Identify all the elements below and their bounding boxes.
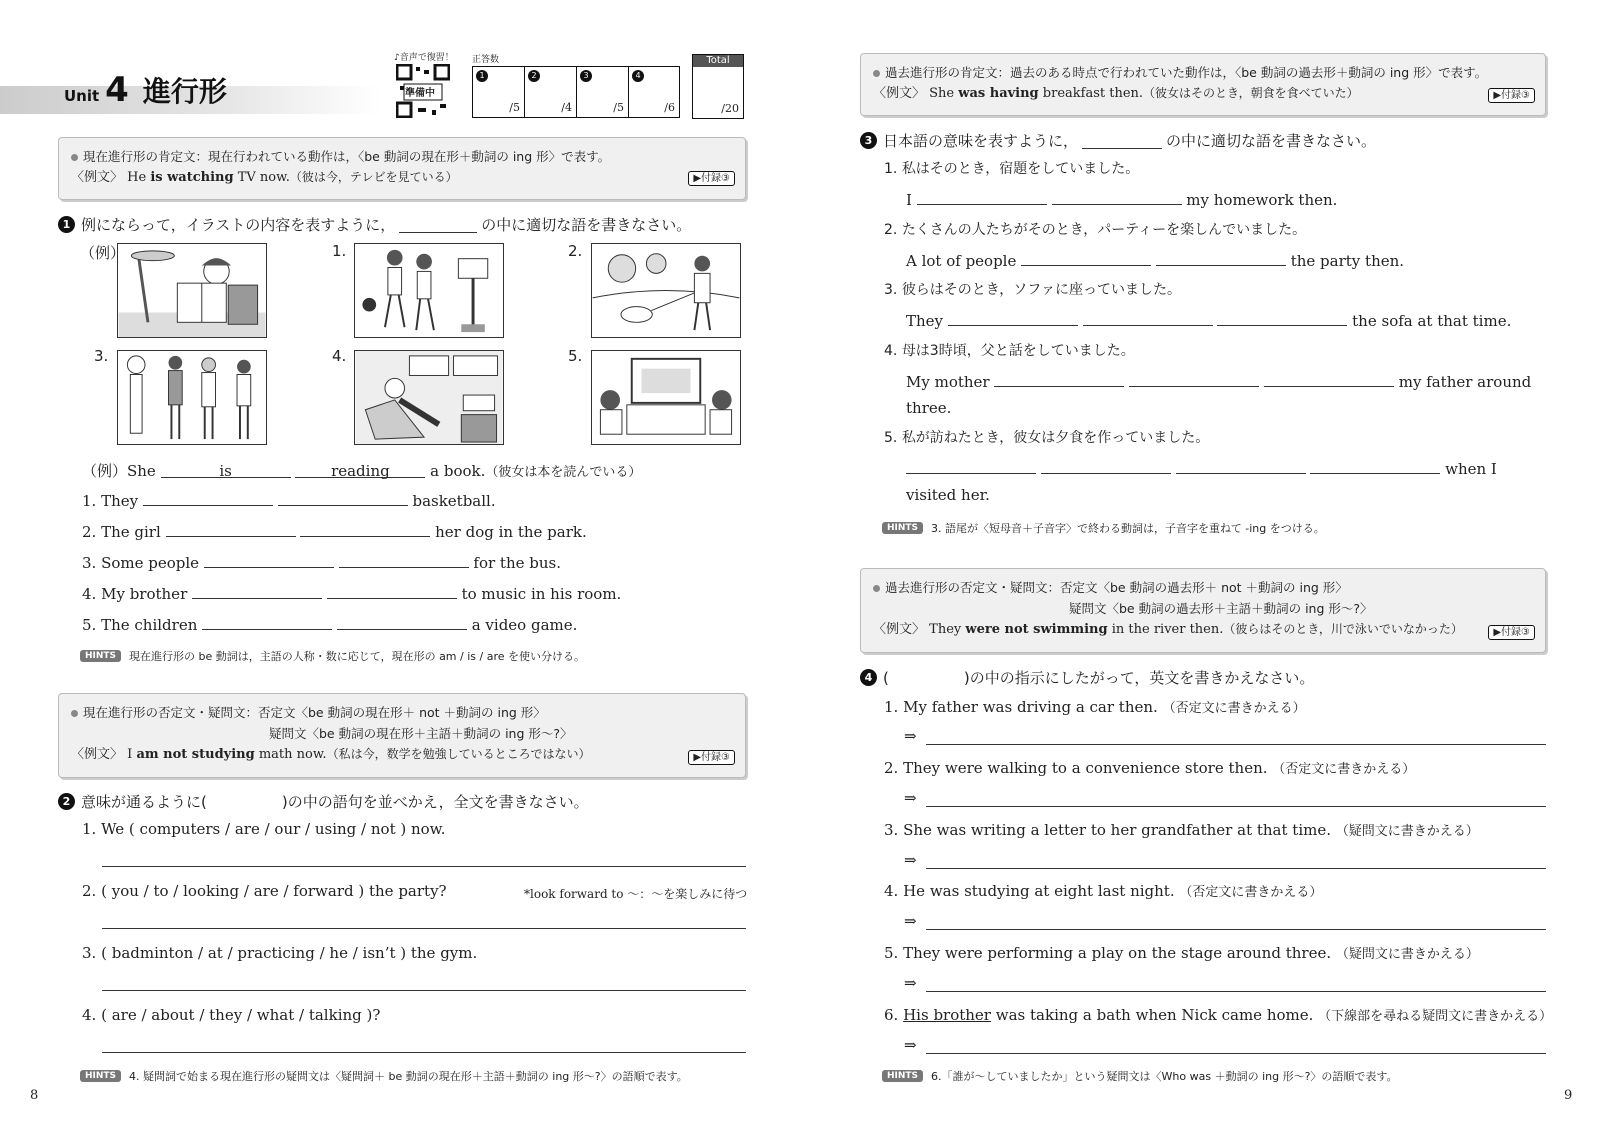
item-jp: 彼らはそのとき，ソファに座っていました。	[901, 282, 1181, 298]
score-den: /6	[664, 101, 675, 114]
unit-heading: 進行形	[142, 75, 227, 108]
question-number: 2	[58, 793, 75, 810]
example-label: 〈例文〉	[873, 622, 926, 637]
item-text: ( are / about / they / what / talking )?	[101, 1006, 381, 1024]
illustration-basketball	[354, 243, 504, 338]
grammar-box-present-progressive	[58, 137, 746, 200]
item-number: 4.	[884, 343, 898, 359]
answer-blank[interactable]	[1176, 458, 1306, 474]
item-number: 6.	[884, 1006, 899, 1024]
q3-item-jp	[884, 279, 1181, 299]
q3-item	[906, 250, 1404, 270]
q4-item	[884, 1005, 1552, 1024]
hint-tag: HINTS	[80, 650, 121, 662]
item-number: 3.	[884, 821, 899, 839]
question-text: の中に適切な語を書きなさい。	[1166, 132, 1377, 150]
example-translation: （彼女は本を読んでいる）	[485, 465, 642, 480]
hint-text: 3. 語尾が〈短母音＋子音字〉で終わる動詞は，子音字を重ねて -ing をつける。	[931, 522, 1325, 535]
item-text: The girl	[101, 523, 161, 541]
item-text: Some people	[101, 554, 200, 572]
answer-line[interactable]	[102, 990, 746, 991]
example-bold: is watching	[150, 170, 234, 185]
appendix-link[interactable]: ▶付録③	[688, 750, 735, 765]
item-text: My father was driving a car then.	[903, 698, 1158, 716]
score-den: /5	[509, 101, 520, 114]
example-bold: was having	[958, 86, 1039, 101]
item-text: My mother	[906, 373, 990, 391]
example-bold: am not studying	[136, 747, 255, 762]
item-text: ( badminton / at / practicing / he / isn’t ) the gym.	[101, 944, 478, 962]
q1-item	[82, 490, 496, 510]
example-label: 〈例文〉	[71, 747, 124, 762]
answer-blank[interactable]	[192, 583, 322, 599]
illustration-girl-walking-dog	[591, 243, 741, 338]
grammar-rule: 現在進行形の否定文・疑問文：否定文〈be 動詞の現在形＋ not ＋動詞の ing 形〉	[83, 705, 546, 720]
appendix-link[interactable]: ▶付録③	[688, 171, 735, 186]
illustration-label: （例）	[80, 244, 126, 262]
q3-item	[906, 371, 1531, 391]
grammar-rule: 過去進行形の肯定文：過去のある時点で行われていた動作は，〈be 動詞の過去形＋動詞の ing 形〉で表す。	[885, 65, 1488, 80]
answer-blank[interactable]	[1310, 458, 1440, 474]
item-number: 1.	[884, 698, 899, 716]
item-number: 4.	[884, 882, 899, 900]
answer-blank[interactable]	[1041, 458, 1171, 474]
item-text: She was writing a letter to her grandfather at that time.	[903, 821, 1331, 839]
question-number: 4	[860, 669, 877, 686]
item-text: They were performing a play on the stage around three.	[903, 944, 1332, 962]
q1-item	[82, 583, 621, 603]
q3-item	[906, 189, 1337, 209]
page-number: 9	[1564, 1088, 1573, 1103]
score-den: /4	[561, 101, 572, 114]
item-text: my homework then.	[1186, 191, 1338, 209]
grammar-rule: 疑問文〈be 動詞の現在形＋主語＋動詞の ing 形～?〉	[269, 726, 573, 741]
example-bold: were not swimming	[965, 622, 1108, 637]
footnote: *look forward to ～：～を楽しみに待つ	[524, 887, 748, 901]
answer-blank[interactable]	[1052, 189, 1182, 205]
question-text: 意味が通るように( )の中の語句を並べかえ，全文を書きなさい。	[81, 793, 589, 811]
item-number: 3.	[82, 554, 97, 572]
example-subject: （例）She	[82, 462, 156, 480]
item-number: 3.	[884, 282, 898, 298]
item-number: 1.	[884, 161, 898, 177]
total-den: /20	[721, 102, 739, 115]
score-num: 1	[476, 70, 488, 82]
q4-item	[884, 820, 1479, 839]
item-text: They were walking to a convenience store then.	[903, 759, 1268, 777]
item-instruction: （下線部を尋ねる疑問文に書きかえる）	[1318, 1009, 1553, 1024]
question-text: 例にならって，イラストの内容を表すように，	[81, 216, 396, 234]
answer-line[interactable]	[926, 868, 1546, 869]
question-text: ( )の中の指示にしたがって，英文を書きかえなさい。	[883, 669, 1315, 687]
q3-item	[906, 458, 1497, 478]
illustration-label: 1.	[332, 242, 347, 260]
unit-title	[64, 70, 227, 110]
question-4-heading	[860, 667, 1314, 688]
item-number: 2.	[82, 882, 97, 900]
score-num: 4	[632, 70, 644, 82]
grammar-rule: 疑問文〈be 動詞の過去形＋主語＋動詞の ing 形～?〉	[1069, 601, 1373, 616]
hint-text: 4. 疑問詞で始まる現在進行形の疑問文は〈疑問詞＋ be 動詞の現在形＋主語＋動詞の ing 形～?〉の語順で表す。	[129, 1070, 688, 1083]
item-text: I	[906, 191, 912, 209]
item-number: 1.	[82, 820, 97, 838]
example-translation: （彼らはそのとき，川で泳いでいなかった）	[1223, 622, 1463, 636]
item-text: my father around	[1398, 373, 1532, 391]
underlined-text: His brother	[903, 1006, 991, 1024]
item-text: for the bus.	[473, 554, 561, 572]
illustration-girl-reading	[117, 243, 267, 338]
q1-example	[82, 460, 641, 481]
score-label: 正答数	[472, 55, 500, 65]
example-text: in the river then.	[1111, 622, 1224, 637]
item-text: The children	[101, 616, 198, 634]
q4-hint	[882, 1068, 1398, 1084]
illustration-label: 2.	[568, 242, 583, 260]
arrow-icon: ⇒	[904, 974, 917, 992]
question-3-heading	[860, 130, 1376, 151]
arrow-icon: ⇒	[904, 789, 917, 807]
item-instruction: （否定文に書きかえる）	[1272, 762, 1416, 777]
q3-item-jp	[884, 427, 1209, 447]
item-jp: 私が訪ねたとき，彼女は夕食を作っていました。	[901, 430, 1210, 446]
example-label: 〈例文〉	[873, 86, 926, 101]
answer-blank[interactable]	[337, 614, 467, 630]
item-text: They	[906, 312, 944, 330]
q2-item	[82, 882, 447, 900]
appendix-link[interactable]: ▶付録③	[1488, 625, 1535, 640]
answer-line[interactable]	[102, 866, 746, 867]
illustration-bus-stop	[117, 350, 267, 445]
answer-line[interactable]	[926, 929, 1546, 930]
item-text: ( you / to / looking / are / forward ) the party?	[101, 882, 447, 900]
illustration-label: 3.	[94, 347, 109, 365]
item-number: 4.	[82, 1006, 97, 1024]
q3-item-jp	[884, 158, 1139, 178]
illustration-children-video-game	[591, 350, 741, 445]
example-text: breakfast then.	[1042, 86, 1144, 101]
example-translation: （彼女はそのとき，朝食を食べていた）	[1143, 86, 1359, 100]
score-den: /5	[613, 101, 624, 114]
arrow-icon: ⇒	[904, 727, 917, 745]
score-cell[interactable]	[472, 66, 524, 118]
answer-line[interactable]	[926, 744, 1546, 745]
item-instruction: （否定文に書きかえる）	[1162, 701, 1306, 716]
score-num: 3	[580, 70, 592, 82]
item-text: the party then.	[1290, 252, 1405, 270]
item-instruction: （否定文に書きかえる）	[1179, 885, 1323, 900]
answer-line[interactable]	[926, 991, 1546, 992]
grammar-box-present-negative-question	[58, 693, 746, 778]
page-number: 8	[30, 1088, 39, 1103]
item-instruction: （疑問文に書きかえる）	[1335, 947, 1479, 962]
question-text: の中に適切な語を書きなさい。	[481, 216, 692, 234]
item-number: 5.	[884, 944, 899, 962]
answer-blank[interactable]	[339, 552, 469, 568]
example-text: TV now.	[237, 170, 290, 185]
q4-item	[884, 758, 1415, 777]
hint-text: 6.「誰が～していましたか」という疑問文は〈Who was ＋動詞の ing 形～?〉の語順で表す。	[931, 1070, 1398, 1083]
answer-blank[interactable]	[166, 521, 296, 537]
answer-blank[interactable]	[278, 490, 408, 506]
grammar-box-past-negative-question	[860, 568, 1546, 653]
q4-item	[884, 697, 1306, 716]
right-page	[800, 0, 1600, 1130]
example-text: He	[127, 170, 147, 185]
arrow-icon: ⇒	[904, 851, 917, 869]
audio-label: ♪音声で復習！	[394, 53, 454, 63]
q2-item	[82, 1006, 380, 1024]
hint-tag: HINTS	[882, 1070, 923, 1082]
item-number: 2.	[884, 759, 899, 777]
answer-blank[interactable]	[917, 189, 1047, 205]
example-text: I	[127, 747, 133, 762]
grammar-rule: 現在進行形の肯定文：現在行われている動作は，〈be 動詞の現在形＋動詞の ing 形〉で表す。	[83, 149, 611, 164]
item-number: 4.	[82, 585, 97, 603]
example-text: math now.	[258, 747, 327, 762]
q3-item-cont: visited her.	[906, 486, 990, 504]
answer-line[interactable]	[102, 928, 746, 929]
hint-tag: HINTS	[80, 1070, 121, 1082]
q3-item	[906, 310, 1511, 330]
unit-number: 4	[105, 70, 129, 110]
q2-hint	[80, 1068, 688, 1084]
q2-item	[82, 820, 446, 838]
question-1-heading	[58, 214, 691, 235]
q1-item	[82, 614, 577, 634]
item-number: 2.	[884, 222, 898, 238]
item-number: 5.	[884, 430, 898, 446]
q3-item-jp	[884, 219, 1306, 239]
q1-hint	[80, 648, 585, 664]
item-number: 5.	[82, 616, 97, 634]
q3-hint	[882, 520, 1325, 536]
grammar-rule: 過去進行形の否定文・疑問文：否定文〈be 動詞の過去形＋ not ＋動詞の ing 形〉	[885, 580, 1348, 595]
item-number: 1.	[82, 492, 97, 510]
question-number: 1	[58, 216, 75, 233]
answer-blank[interactable]	[1156, 250, 1286, 266]
q2-item	[82, 944, 477, 962]
item-jp: たくさんの人たちがそのとき，パーティーを楽しんでいました。	[901, 222, 1307, 238]
item-text: when I	[1445, 460, 1497, 478]
answer-blank[interactable]	[948, 310, 1078, 326]
score-box	[472, 66, 680, 118]
total-label: Total	[693, 55, 743, 67]
item-text: her dog in the park.	[435, 523, 587, 541]
answer-blank[interactable]	[327, 583, 457, 599]
item-text: to music in his room.	[461, 585, 622, 603]
answer-blank[interactable]	[1264, 371, 1394, 387]
example-text: They	[929, 622, 962, 637]
example-answer: is	[161, 462, 291, 478]
item-jp: 母は3時頃，父と話をしていました。	[901, 343, 1135, 359]
example-translation: （私は今，数学を勉強しているところではない）	[326, 747, 591, 761]
illustration-label: 5.	[568, 347, 583, 365]
arrow-icon: ⇒	[904, 912, 917, 930]
illustration-boy-listening-music	[354, 350, 504, 445]
q4-item	[884, 943, 1479, 962]
item-jp: 私はそのとき，宿題をしていました。	[901, 161, 1140, 177]
question-number: 3	[860, 132, 877, 149]
answer-blank[interactable]	[204, 552, 334, 568]
score-cell[interactable]	[628, 66, 680, 118]
q3-item-cont: three.	[906, 399, 952, 417]
answer-blank[interactable]	[300, 521, 430, 537]
item-text: He was studying at eight last night.	[903, 882, 1175, 900]
item-text: a video game.	[471, 616, 578, 634]
hint-tag: HINTS	[882, 522, 923, 534]
answer-blank[interactable]	[994, 371, 1124, 387]
item-text: We ( computers / are / our / using / not ) now.	[101, 820, 446, 838]
question-2-heading	[58, 791, 589, 812]
item-text: was taking a bath when Nick came home.	[995, 1006, 1314, 1024]
answer-line[interactable]	[926, 1053, 1546, 1054]
appendix-link[interactable]: ▶付録③	[1488, 88, 1535, 103]
q4-item	[884, 881, 1322, 900]
example-text: a book.	[430, 462, 486, 480]
answer-blank[interactable]	[1083, 310, 1213, 326]
example-label: 〈例文〉	[71, 170, 124, 185]
score-num: 2	[528, 70, 540, 82]
q1-item	[82, 552, 561, 572]
q1-item	[82, 521, 587, 541]
answer-blank[interactable]	[202, 614, 332, 630]
score-cell[interactable]	[524, 66, 576, 118]
hint-text: 現在進行形の be 動詞は，主語の人称・数に応じて，現在形の am / is / are を使い分ける。	[129, 650, 585, 663]
item-text: They	[101, 492, 139, 510]
score-cell[interactable]	[576, 66, 628, 118]
item-text: A lot of people	[906, 252, 1017, 270]
item-text: the sofa at that time.	[1352, 312, 1512, 330]
example-translation: （彼は今，テレビを見ている）	[289, 170, 458, 184]
illustration-label: 4.	[332, 347, 347, 365]
answer-line[interactable]	[102, 1052, 746, 1053]
arrow-icon: ⇒	[904, 1036, 917, 1054]
answer-line[interactable]	[926, 806, 1546, 807]
item-number: 2.	[82, 523, 97, 541]
answer-blank[interactable]	[143, 490, 273, 506]
unit-label: Unit	[64, 87, 100, 105]
grammar-box-past-progressive	[860, 53, 1546, 116]
answer-blank[interactable]	[906, 458, 1036, 474]
item-text: basketball.	[412, 492, 496, 510]
question-text: 日本語の意味を表すように，	[883, 132, 1079, 150]
qr-badge: 準備中	[405, 88, 435, 99]
answer-blank[interactable]	[1129, 371, 1259, 387]
q3-item-jp	[884, 340, 1135, 360]
answer-blank[interactable]	[1217, 310, 1347, 326]
item-number: 3.	[82, 944, 97, 962]
total-box[interactable]	[692, 54, 744, 119]
item-text: My brother	[101, 585, 188, 603]
example-answer: reading	[295, 462, 425, 478]
item-instruction: （疑問文に書きかえる）	[1335, 824, 1479, 839]
answer-blank[interactable]	[1021, 250, 1151, 266]
example-text: She	[929, 86, 955, 101]
